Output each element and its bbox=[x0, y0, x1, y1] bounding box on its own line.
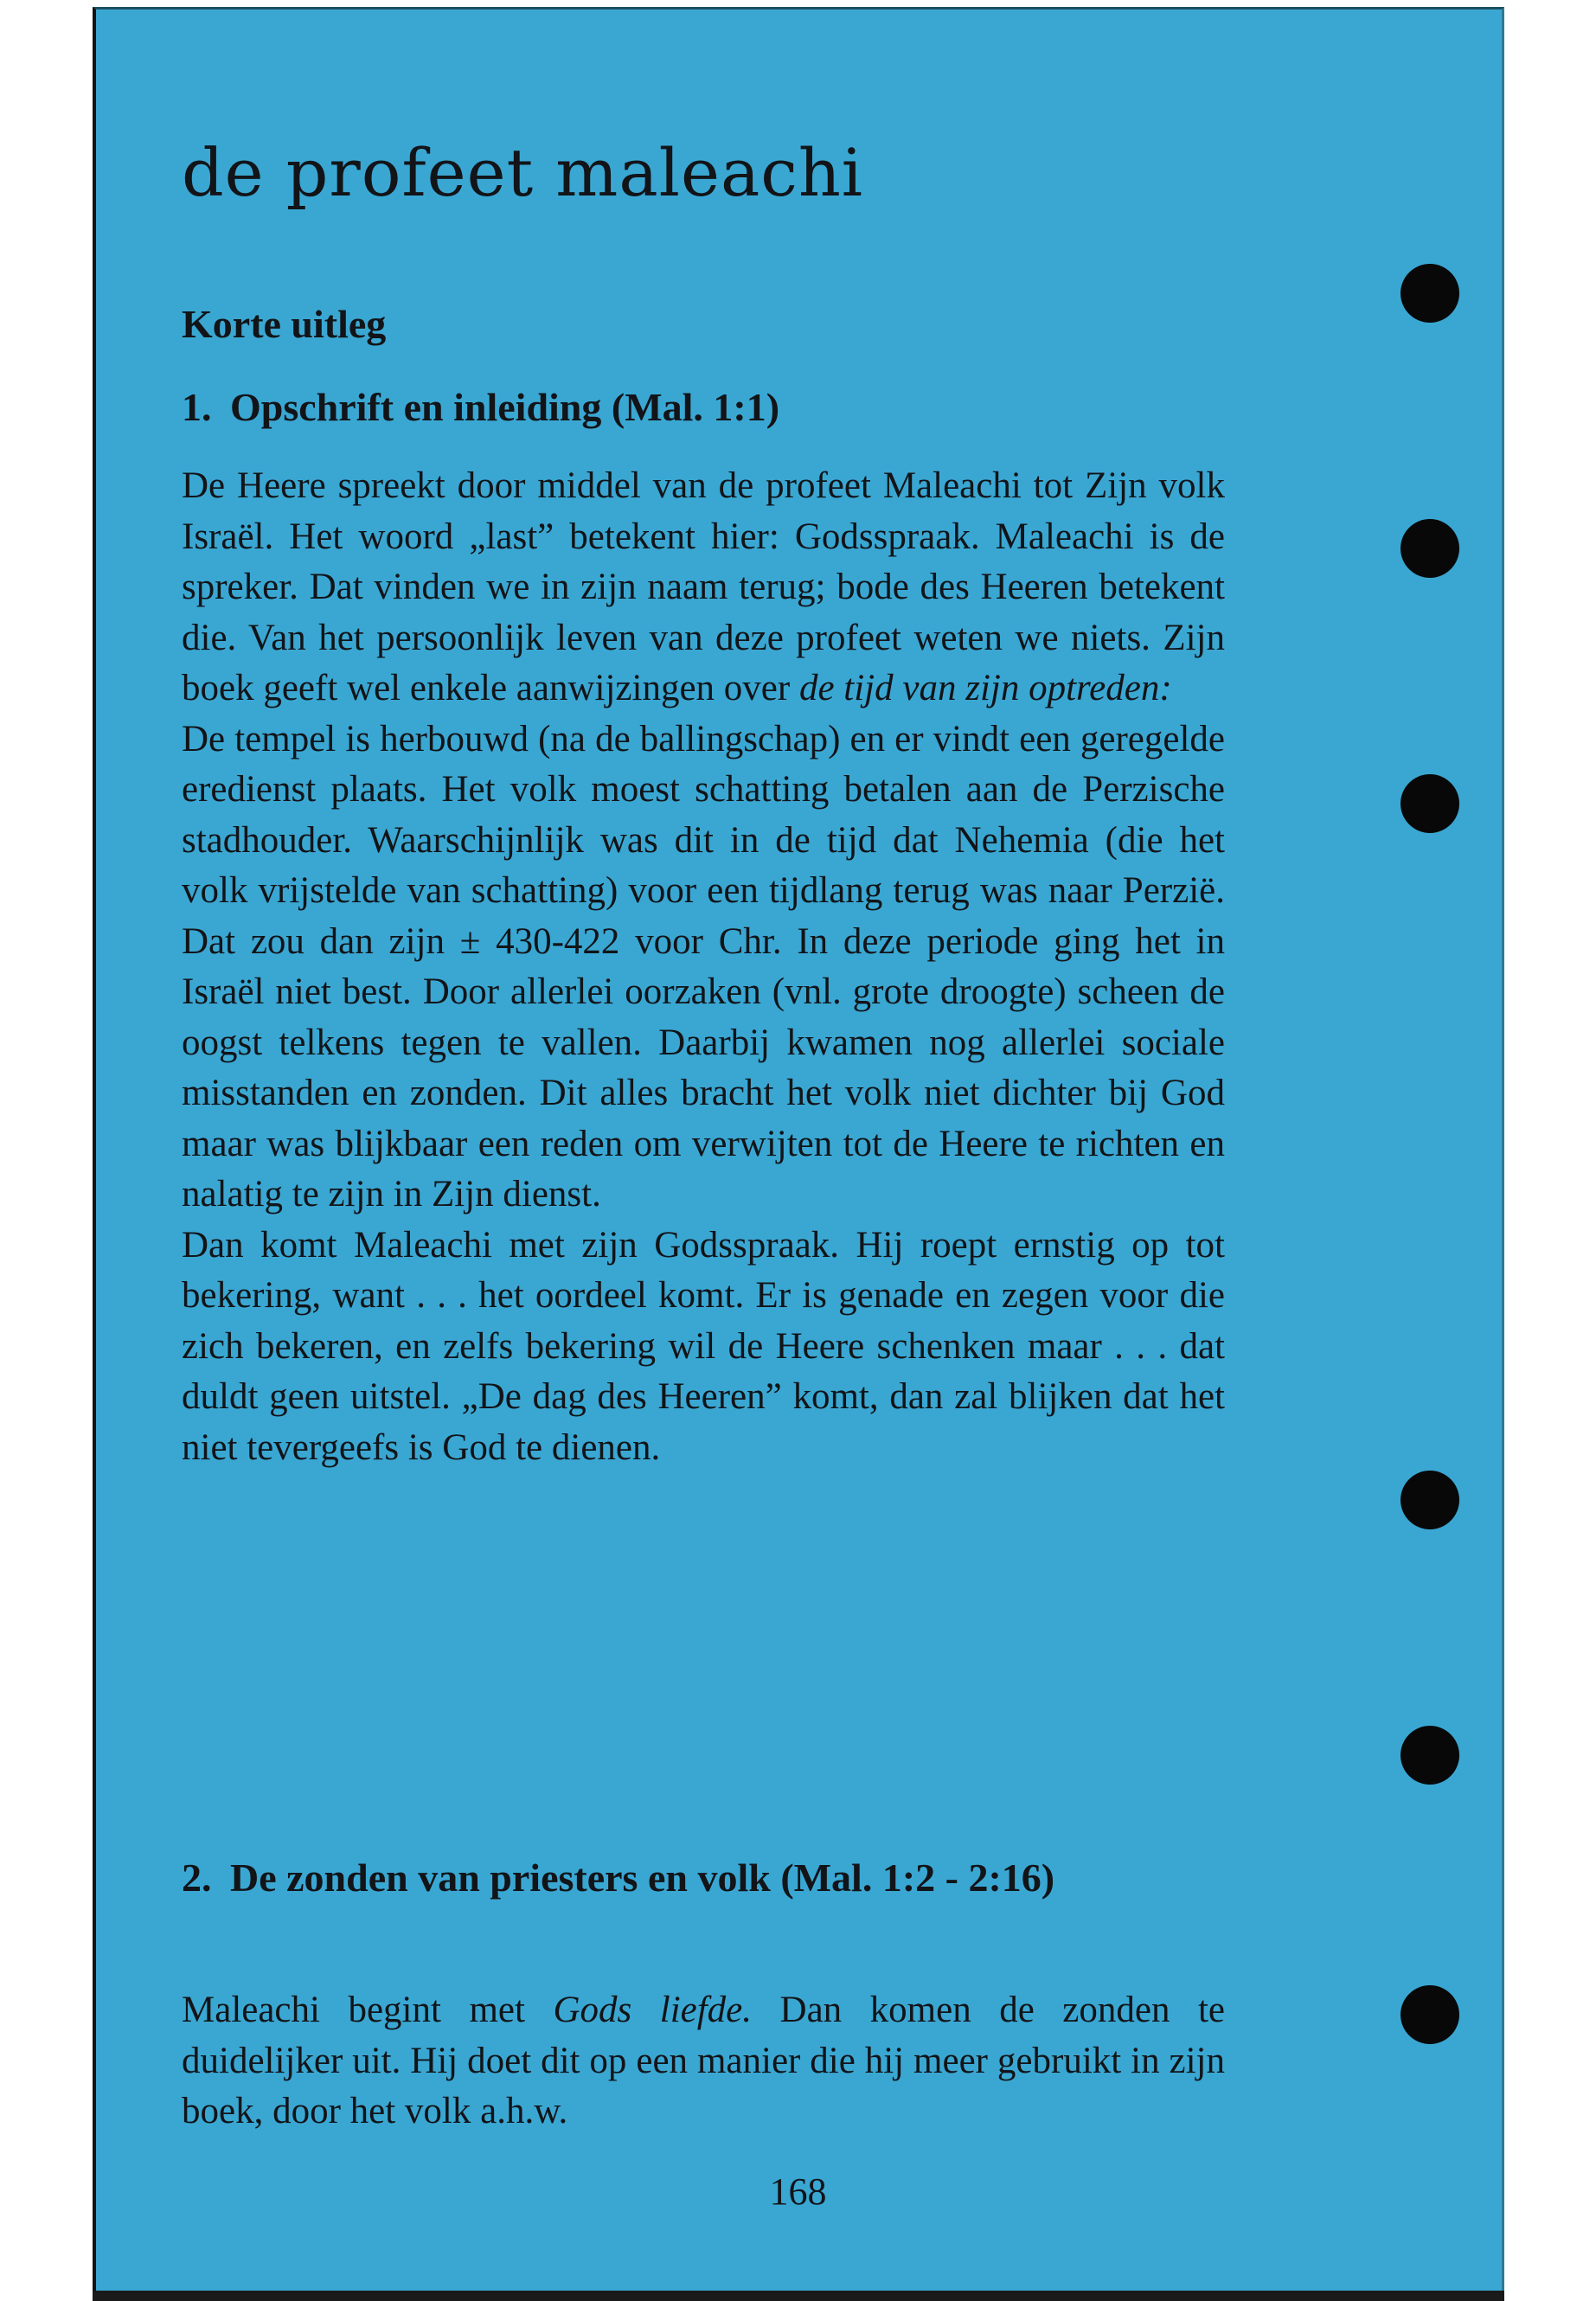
section-1-heading bbox=[182, 383, 1225, 432]
page-bottom-edge bbox=[93, 2291, 1504, 2301]
section-2-body bbox=[182, 1985, 1225, 2138]
section-1-emphasis: de tijd van zijn optreden: bbox=[798, 668, 1172, 708]
page-title: de profeet maleachi bbox=[182, 134, 864, 211]
section-2-paragraph-1-text-a: Maleachi begint met bbox=[182, 1990, 554, 2030]
section-1-title: Opschrift en inleiding (Mal. 1:1) bbox=[230, 385, 780, 429]
section-2-heading bbox=[182, 1854, 1225, 1902]
section-1-paragraph-1-text: De Heere spreekt door middel van de profeet Maleachi tot Zijn volk Israël. Het woord „last” betekent hier: Godsspraak. Maleachi is de spreker. Dat vinden we in zijn naam terug; bode des Heeren betekent die. Van het persoonlijk leven van deze profeet weten we niets. Zijn boek geeft wel enkele aanwijzingen over bbox=[182, 465, 1225, 708]
section-1-paragraph-1 bbox=[182, 461, 1225, 715]
page-subtitle: Korte uitleg bbox=[182, 302, 387, 346]
section-1-body bbox=[182, 461, 1225, 1473]
punch-hole bbox=[1401, 264, 1459, 323]
section-1-paragraph-3: Dan komt Maleachi met zijn Godsspraak. Hij roept ernstig op tot bekering, want . . . het oordeel komt. Er is genade en zegen voor die zich bekeren, en zelfs bekering wil de Heere schenken maar . . . dat duldt geen uitstel. „De dag des Heeren” komt, dan zal blijken dat het niet tevergeefs is God te dienen. bbox=[182, 1224, 1225, 1468]
section-1-number: 1. bbox=[182, 385, 212, 429]
section-2-emphasis: Gods liefde. bbox=[553, 1990, 753, 2030]
page-number: 168 bbox=[769, 2170, 827, 2213]
section-2-paragraph-1 bbox=[182, 1985, 1225, 2138]
punch-hole bbox=[1401, 774, 1459, 833]
punch-hole bbox=[1401, 1985, 1459, 2044]
section-2-title: De zonden van priesters en volk (Mal. 1:2 - 2:16) bbox=[230, 1856, 1055, 1900]
section-1-paragraph-2: De tempel is herbouwd (na de ballingschap) en er vindt een geregelde eredienst plaats. Het volk moest schatting betalen aan de Perzische stadhouder. Waarschijnlijk was dit in de tijd dat Nehemia (die het volk vrijstelde van schatting) voor een tijdlang terug was naar Perzië. Dat zou dan zijn ± 430-422 voor Chr. In deze periode ging het in Israël niet best. Door allerlei oorzaken (vnl. grote droogte) scheen de oogst telkens tegen te vallen. Daarbij kwamen nog allerlei sociale misstanden en zonden. Dit alles bracht het volk niet dichter bij God maar was blijkbaar een reden om verwijten tot de Heere te richten en nalatig te zijn in Zijn dienst. bbox=[182, 718, 1225, 1215]
punch-hole bbox=[1401, 519, 1459, 578]
punch-hole bbox=[1401, 1471, 1459, 1529]
punch-hole bbox=[1401, 1726, 1459, 1785]
section-2-number: 2. bbox=[182, 1856, 212, 1900]
section-2-paragraph-1-text-b: Dan komen de zonden te duidelijker uit. Hij doet dit op een manier die hij meer gebruikt in zijn boek, door het volk a.h.w. bbox=[182, 1990, 1225, 2131]
